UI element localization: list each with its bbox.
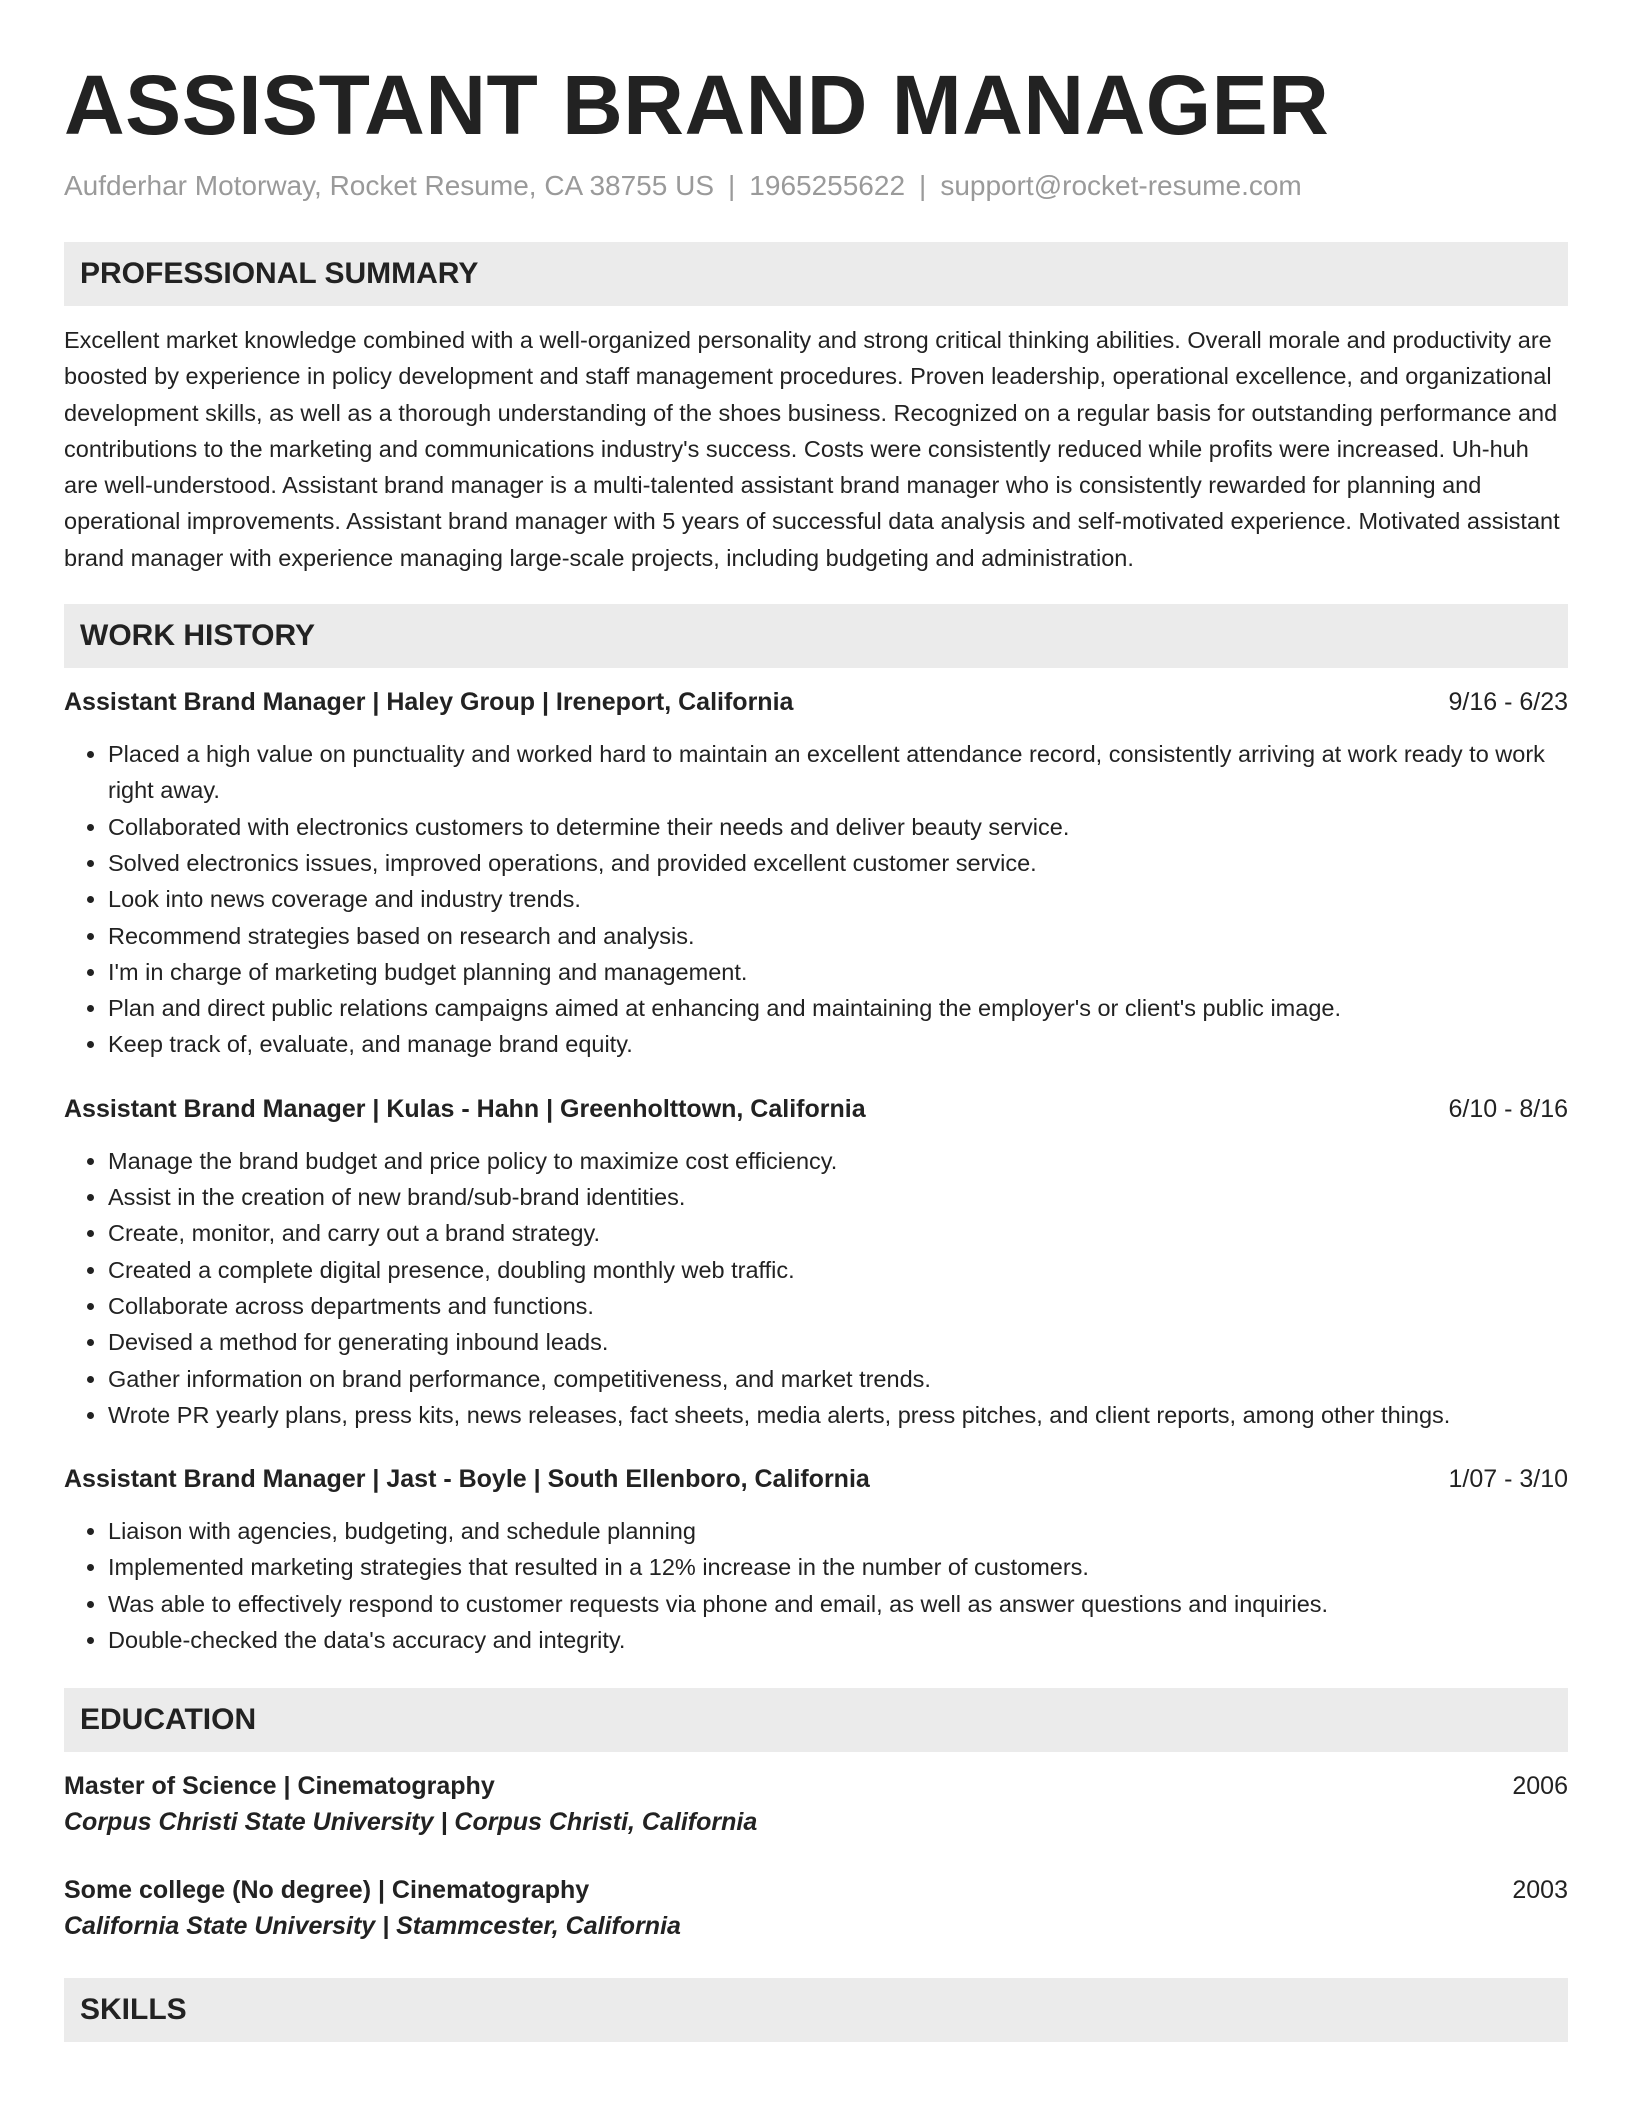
job-bullet: • Keep track of, evaluate, and manage brand equity.: [108, 1026, 1568, 1062]
job-bullet: • Double-checked the data's accuracy and integrity.: [108, 1622, 1568, 1658]
job-bullet: • Manage the brand budget and price policy to maximize cost efficiency.: [108, 1143, 1568, 1179]
job-bullet: • Placed a high value on punctuality and worked hard to maintain an excellent attendance record, consistently arriving at work ready to work right away.: [108, 736, 1568, 809]
job-bullet: • Collaborated with electronics customers to determine their needs and deliver beauty service.: [108, 809, 1568, 845]
job-bullet: • Look into news coverage and industry trends.: [108, 881, 1568, 917]
job-dates: 1/07 - 3/10: [1448, 1465, 1568, 1494]
job-bullet: • Create, monitor, and carry out a brand strategy.: [108, 1215, 1568, 1251]
job-bullet: • Wrote PR yearly plans, press kits, news releases, fact sheets, media alerts, press pitches, and client reports, among other things.: [108, 1397, 1568, 1433]
job-bullet: • Assist in the creation of new brand/sub-brand identities.: [108, 1179, 1568, 1215]
job-dates: 6/10 - 8/16: [1448, 1094, 1568, 1123]
job-header: [64, 1093, 1568, 1125]
education-year: 2006: [1512, 1772, 1568, 1801]
job-header: [64, 686, 1568, 718]
job-bullet: • Created a complete digital presence, doubling monthly web traffic.: [108, 1252, 1568, 1288]
education-header: [64, 1770, 1568, 1802]
contact-separator: |: [728, 170, 736, 201]
education-entry: [64, 1874, 1568, 1944]
job-entry: [64, 1463, 1568, 1658]
contact-address: Aufderhar Motorway, Rocket Resume, CA 38755 US: [64, 170, 715, 201]
section-heading-summary: PROFESSIONAL SUMMARY: [64, 242, 1568, 306]
education-school: Corpus Christi State University | Corpus Christi, California: [64, 1808, 758, 1837]
job-bullet: • Plan and direct public relations campaigns aimed at enhancing and maintaining the employer's or client's public image.: [108, 990, 1568, 1026]
job-bullet: • Devised a method for generating inbound leads.: [108, 1324, 1568, 1360]
job-bullet: • Liaison with agencies, budgeting, and schedule planning: [108, 1513, 1568, 1549]
section-heading-work-history: WORK HISTORY: [64, 604, 1568, 668]
section-heading-skills: SKILLS: [64, 1978, 1568, 2042]
job-title: Assistant Brand Manager | Jast - Boyle | South Ellenboro, California: [64, 1465, 870, 1494]
job-bullet: • Gather information on brand performance, competitiveness, and market trends.: [108, 1361, 1568, 1397]
contact-phone: 1965255622: [749, 170, 906, 201]
contact-line: [64, 168, 1568, 204]
job-entry: [64, 686, 1568, 1063]
resume-title: ASSISTANT BRAND MANAGER: [64, 58, 1330, 152]
job-bullet-list: [64, 736, 1568, 1063]
job-bullet: • Solved electronics issues, improved operations, and provided excellent customer service.: [108, 845, 1568, 881]
education-degree: Some college (No degree) | Cinematography: [64, 1876, 590, 1905]
education-year: 2003: [1512, 1876, 1568, 1905]
job-bullet: • Recommend strategies based on research and analysis.: [108, 918, 1568, 954]
contact-separator: |: [919, 170, 927, 201]
education-header: [64, 1874, 1568, 1906]
job-bullet: • Implemented marketing strategies that resulted in a 12% increase in the number of customers.: [108, 1549, 1568, 1585]
summary-text: Excellent market knowledge combined with a well-organized personality and strong critical thinking abilities. Overall morale and productivity are boosted by experience in policy development and staff management procedures. Proven leadership, operational excellence, and organizational development skills, as well as a thorough understanding of the shoes business. Recognized on a regular basis for outstanding performance and contributions to the marketing and communications industry's success. Costs were consistently reduced while profits were increased. Uh-huh are well-understood. Assistant brand manager is a multi-talented assistant brand manager who is consistently rewarded for planning and operational improvements. Assistant brand manager with 5 years of successful data analysis and self-motivated experience. Motivated assistant brand manager with experience managing large-scale projects, including budgeting and administration.: [64, 327, 1560, 571]
contact-email: support@rocket-resume.com: [940, 170, 1302, 201]
job-title: Assistant Brand Manager | Kulas - Hahn | Greenholttown, California: [64, 1094, 866, 1123]
job-bullet-list: [64, 1143, 1568, 1433]
education-school: California State University | Stammcester, California: [64, 1912, 681, 1941]
job-header: [64, 1463, 1568, 1495]
job-bullet: • I'm in charge of marketing budget planning and management.: [108, 954, 1568, 990]
job-bullet: • Collaborate across departments and functions.: [108, 1288, 1568, 1324]
education-degree: Master of Science | Cinematography: [64, 1772, 495, 1801]
job-title: Assistant Brand Manager | Haley Group | Ireneport, California: [64, 688, 794, 717]
job-bullet: • Was able to effectively respond to customer requests via phone and email, as well as answer questions and inquiries.: [108, 1586, 1568, 1622]
job-entry: [64, 1093, 1568, 1433]
education-entry: [64, 1770, 1568, 1840]
job-bullet-list: [64, 1513, 1568, 1658]
job-dates: 9/16 - 6/23: [1448, 688, 1568, 717]
section-heading-education: EDUCATION: [64, 1688, 1568, 1752]
